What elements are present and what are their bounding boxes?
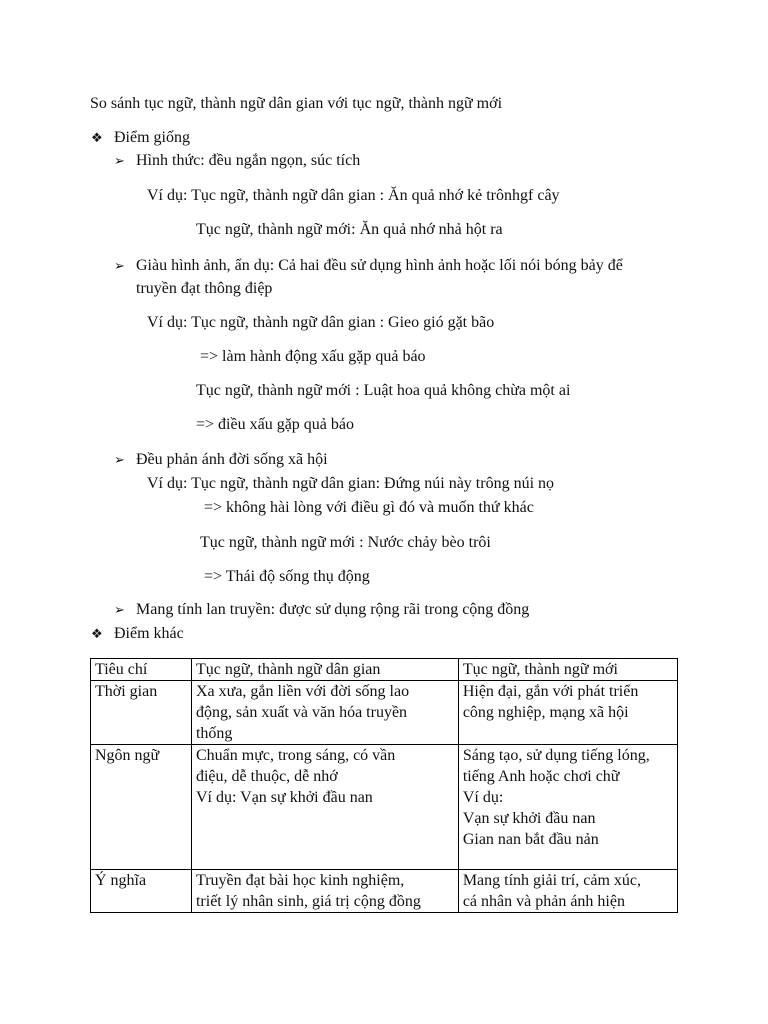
example-new-1: Tục ngữ, thành ngữ mới: Ăn quả nhớ nhả hột ra	[196, 221, 503, 238]
list-item-imagery-line1: Giàu hình ảnh, ẩn dụ: Cả hai đều sử dụng hình ảnh hoặc lối nói bóng bảy để	[136, 257, 623, 274]
meaning-new-2: => điều xấu gặp quả báo	[196, 416, 354, 433]
cell-line: thống	[195, 725, 233, 742]
cell-line: triết lý nhân sinh, giá trị cộng đồng	[195, 893, 421, 910]
cell-line: điệu, dễ thuộc, dễ nhớ	[195, 768, 338, 785]
example-new-2: Tục ngữ, thành ngữ mới : Luật hoa quả không chừa một ai	[196, 382, 571, 399]
cell-line: Hiện đại, gắn với phát triển	[462, 683, 639, 700]
table-header-new: Tục ngữ, thành ngữ mới	[458, 659, 677, 681]
cell-line: động, sản xuất và văn hóa truyền	[195, 704, 408, 721]
cell-line: Sáng tạo, sử dụng tiếng lóng,	[462, 747, 650, 764]
diamond-bullet-icon: ❖	[91, 131, 103, 146]
meaning-folk-2: => làm hành động xấu gặp quả báo	[200, 348, 426, 365]
cell-line: cá nhân và phản ánh hiện	[462, 893, 625, 910]
list-item-social-life: Đều phản ánh đời sống xã hội	[136, 451, 328, 468]
cell-line: Gian nan bắt đầu nản	[462, 831, 599, 848]
example-folk-3: Ví dụ: Tục ngữ, thành ngữ dân gian: Đứng núi này trông núi nọ	[147, 475, 555, 492]
diamond-bullet-icon: ❖	[91, 627, 103, 642]
meaning-new-3: => Thái độ sống thụ động	[204, 568, 370, 585]
arrow-bullet-icon: ➢	[114, 453, 125, 468]
table-cell-new	[458, 745, 677, 870]
example-new-3: Tục ngữ, thành ngữ mới : Nước chảy bèo trôi	[200, 534, 491, 551]
table-cell-criterion: Ngôn ngữ	[91, 745, 192, 870]
table-cell-criterion: Ý nghĩa	[91, 870, 192, 913]
section-heading-differences: Điểm khác	[114, 625, 184, 642]
example-folk-1: Ví dụ: Tục ngữ, thành ngữ dân gian : Ăn quả nhớ kẻ trônhgf cây	[147, 187, 560, 204]
list-item-form: Hình thức: đều ngắn ngọn, súc tích	[136, 152, 361, 169]
arrow-bullet-icon: ➢	[114, 603, 125, 618]
list-item-imagery-line2: truyền đạt thông điệp	[136, 280, 273, 297]
arrow-bullet-icon: ➢	[114, 154, 125, 169]
cell-line: Xa xưa, gắn liền với đời sống lao	[195, 683, 410, 700]
table-header-folk: Tục ngữ, thành ngữ dân gian	[191, 659, 458, 681]
cell-line: Chuẩn mực, trong sáng, có vần	[195, 747, 396, 764]
table-cell-new	[458, 681, 677, 745]
section-heading-similarities: Điểm giống	[114, 129, 190, 146]
cell-line: Vạn sự khởi đầu nan	[462, 810, 596, 827]
table-cell-folk	[191, 870, 458, 913]
comparison-table	[90, 658, 678, 913]
example-folk-2: Ví dụ: Tục ngữ, thành ngữ dân gian : Gieo gió gặt bão	[147, 314, 495, 331]
cell-line: Ví dụ: Vạn sự khởi đầu nan	[195, 789, 373, 806]
table-row	[91, 745, 678, 870]
table-row	[91, 681, 678, 745]
cell-line: Truyền đạt bài học kinh nghiệm,	[195, 872, 405, 889]
table-row	[91, 870, 678, 913]
table-cell-folk	[191, 745, 458, 870]
cell-line: Mang tính giải trí, cảm xúc,	[462, 872, 641, 889]
cell-line: tiếng Anh hoặc chơi chữ	[462, 768, 620, 785]
table-cell-criterion: Thời gian	[91, 681, 192, 745]
cell-line: công nghiệp, mạng xã hội	[462, 704, 629, 721]
list-item-spread: Mang tính lan truyền: được sử dụng rộng rãi trong cộng đồng	[136, 601, 530, 618]
table-cell-new	[458, 870, 677, 913]
cell-line: Ví dụ:	[462, 789, 504, 806]
table-cell-folk	[191, 681, 458, 745]
table-header-row	[91, 659, 678, 681]
arrow-bullet-icon: ➢	[114, 259, 125, 274]
table-header-criterion: Tiêu chí	[91, 659, 192, 681]
meaning-folk-3: => không hài lòng với điều gì đó và muốn thứ khác	[204, 499, 534, 516]
document-title: So sánh tục ngữ, thành ngữ dân gian với tục ngữ, thành ngữ mới	[90, 95, 503, 112]
